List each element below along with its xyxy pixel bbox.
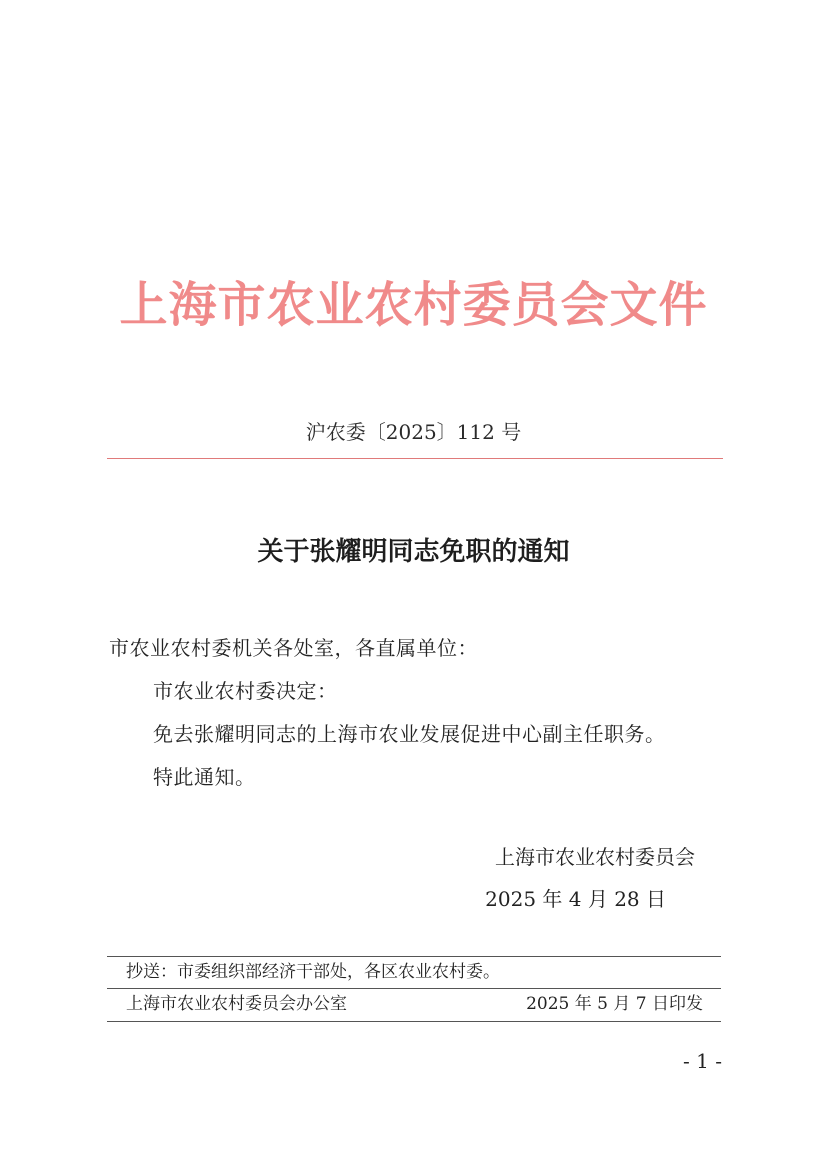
red-divider xyxy=(107,458,723,459)
footer-middle-rule xyxy=(107,988,721,989)
document-number: 沪农委〔2025〕112 号 xyxy=(305,420,522,444)
body-paragraph-closing: 特此通知。 xyxy=(153,765,256,789)
footer-bottom-rule xyxy=(107,1021,721,1022)
body-paragraph-decision: 市农业农村委决定： xyxy=(153,679,338,703)
print-date: 2025 年 5 月 7 日印发 xyxy=(526,994,703,1014)
signature-issuer: 上海市农业农村委员会 xyxy=(495,845,695,869)
footer-top-rule xyxy=(107,956,721,957)
salutation: 市农业农村委机关各处室，各直属单位： xyxy=(109,636,478,660)
cc-line: 抄送：市委组织部经济干部处，各区农业农村委。 xyxy=(126,962,500,982)
body-paragraph-dismissal: 免去张耀明同志的上海市农业发展促进中心副主任职务。 xyxy=(153,722,666,746)
page-number: - 1 - xyxy=(683,1049,722,1073)
notice-title: 关于张耀明同志免职的通知 xyxy=(257,537,570,567)
document-masthead: 上海市农业农村委员会文件 xyxy=(119,277,708,333)
signature-date: 2025 年 4 月 28 日 xyxy=(485,887,666,911)
issuing-office: 上海市农业农村委员会办公室 xyxy=(126,994,347,1014)
